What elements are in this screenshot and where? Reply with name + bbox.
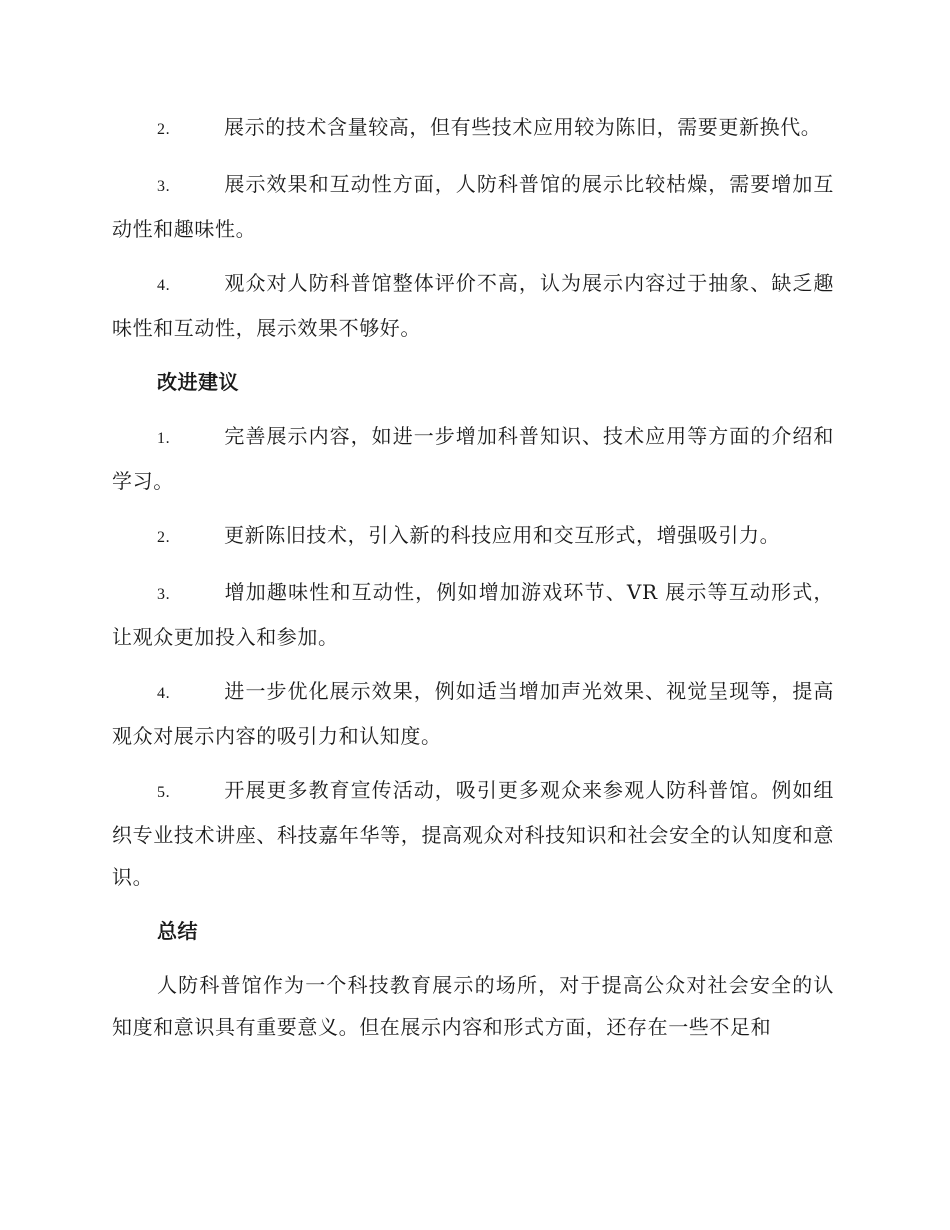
list-number: 4. (157, 685, 171, 702)
list-text: 展示效果和互动性方面，人防科普馆的展示比较枯燥，需要增加互动性和趣味性。 (112, 172, 834, 241)
document-content (112, 106, 834, 1060)
section-heading-suggestions: 改进建议 (157, 370, 239, 394)
list-text: 更新陈旧技术，引入新的科技应用和交互形式，增强吸引力。 (224, 523, 781, 547)
list-number: 1. (157, 430, 171, 447)
summary-paragraph: 人防科普馆作为一个科技教育展示的场所，对于提高公众对社会安全的认知度和意识具有重要意义。但在展示内容和形式方面，还存在一些不足和 (112, 973, 834, 1039)
list-item (112, 571, 834, 658)
list-number: 2. (157, 121, 171, 138)
section-heading-summary: 总结 (157, 919, 198, 943)
list-item (112, 670, 834, 757)
list-number: 3. (157, 586, 171, 603)
list-item (112, 163, 834, 250)
list-item (112, 262, 834, 349)
list-number: 3. (157, 178, 171, 195)
list-text: 进一步优化展示效果，例如适当增加声光效果、视觉呈现等，提高观众对展示内容的吸引力和认知度。 (112, 679, 834, 748)
list-number: 4. (157, 277, 171, 294)
list-item (112, 514, 834, 559)
list-text: 观众对人防科普馆整体评价不高，认为展示内容过于抽象、缺乏趣味性和互动性，展示效果不够好。 (112, 271, 834, 340)
list-number: 2. (157, 529, 171, 546)
list-text: 展示的技术含量较高，但有些技术应用较为陈旧，需要更新换代。 (224, 115, 822, 139)
list-text: 完善展示内容，如进一步增加科普知识、技术应用等方面的介绍和学习。 (112, 424, 834, 493)
list-item (112, 106, 834, 151)
list-item (112, 415, 834, 502)
list-text: 增加趣味性和互动性，例如增加游戏环节、VR 展示等互动形式，让观众更加投入和参加。 (112, 580, 834, 649)
list-text: 开展更多教育宣传活动，吸引更多观众来参观人防科普馆。例如组织专业技术讲座、科技嘉年华等，提高观众对科技知识和社会安全的认知度和意识。 (112, 778, 834, 889)
list-item (112, 769, 834, 898)
list-number: 5. (157, 784, 171, 801)
